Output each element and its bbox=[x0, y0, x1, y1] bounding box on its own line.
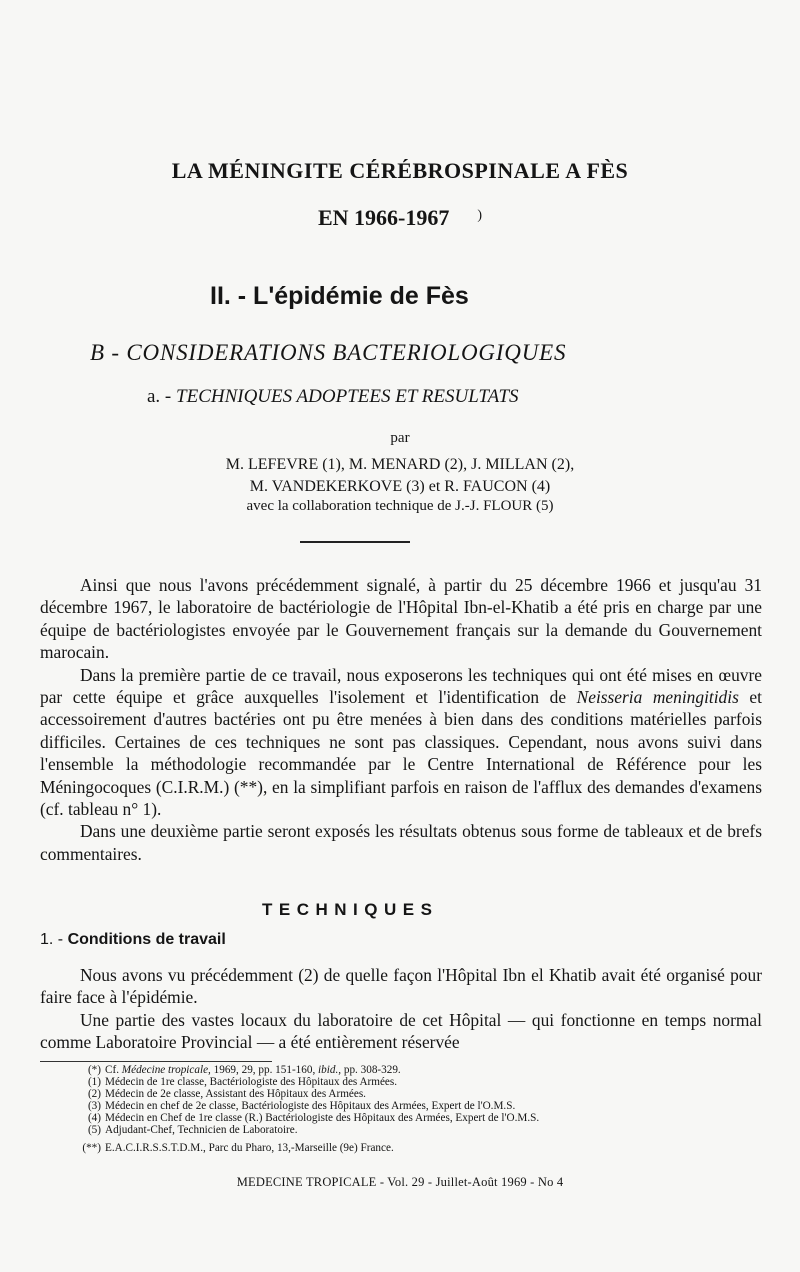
footnote-mark: (3) bbox=[87, 1100, 101, 1113]
footnote-ref: 1969, 29, pp. 151-160, bbox=[213, 1064, 316, 1076]
intro-paragraph-2 bbox=[40, 664, 762, 821]
journal-name: Médecine tropicale, bbox=[121, 1064, 211, 1076]
title-line-2 bbox=[0, 205, 800, 231]
footnote-3 bbox=[50, 1100, 762, 1112]
footnote-text bbox=[105, 1064, 762, 1076]
footnote-rule bbox=[40, 1061, 272, 1062]
intro-paragraph-1: Ainsi que nous l'avons précédemment signalé, à partir du 25 décembre 1966 et jusqu'au 31 décembre 1967, le laboratoire de bactériologie de l'Hôpital Ibn-el-Khatib a été pris en charge par une équipe de bactériologistes envoyée par le Gouvernement français sur la demande du Gouvernement marocain. bbox=[40, 575, 762, 663]
footnote-text: Médecin en Chef de 1re classe (R.) Bactériologiste des Hôpitaux des Armées, Expert de l'O.M.S. bbox=[105, 1112, 540, 1125]
title-year: EN 1966-1967 bbox=[317, 205, 450, 230]
footnote-star bbox=[50, 1064, 762, 1076]
footnote-4 bbox=[50, 1112, 762, 1124]
species-name: Neisseria meningitidis bbox=[576, 687, 739, 708]
footnote-mark: (*) bbox=[87, 1064, 101, 1076]
footnote-mark: (4) bbox=[87, 1112, 101, 1125]
techniques-text bbox=[40, 964, 762, 1054]
intro-p2-start: Dans la première partie de ce travail, nous exposerons les techniques qui ont été mises en œuvre par cette équipe et grâce auxquelles l'isolement et l'identification de bbox=[40, 664, 762, 708]
authors-line-1: M. LEFEVRE (1), M. MENARD (2), J. MILLAN (2), bbox=[225, 456, 575, 473]
footnote-ibid: ibid., bbox=[318, 1064, 342, 1076]
journal-footer: MEDECINE TROPICALE - Vol. 29 - Juillet-Août 1969 - No 4 bbox=[236, 1175, 564, 1189]
intro-p2-end: et accessoirement d'autres bactéries ont pu être menées à bien dans des conditions matérielles parfois difficiles. Certaines de ces techniques ne sont pas classiques. Cependant, nous avons suivi dans l'ensemble la méthodologie recommandée par le Centre International de Référence pour les Méningocoques (C.I.R.M.) (**), en la simplifiant parfois en raison de l'afflux des demandes d'examens (cf. tableau n° 1). bbox=[40, 687, 762, 820]
footnote-text: Médecin de 2e classe, Assistant des Hôpitaux des Armées. bbox=[105, 1088, 366, 1101]
by-label: par bbox=[390, 430, 410, 446]
footnote-text: Adjudant-Chef, Technicien de Laboratoire. bbox=[105, 1124, 298, 1137]
footnote-5 bbox=[50, 1124, 762, 1136]
footnote-2 bbox=[50, 1088, 762, 1100]
tech-paragraph-2: Une partie des vastes locaux du laboratoire de cet Hôpital — qui fonctionne en temps normal comme Laboratoire Provincial — a été entièrement réservée bbox=[40, 1009, 762, 1053]
part-heading: II. - L'épidémie de Fès bbox=[210, 282, 469, 310]
footnote-mark: (2) bbox=[87, 1088, 101, 1101]
subsection-1-number: 1. - bbox=[40, 931, 64, 948]
title-mark: ) bbox=[477, 208, 483, 223]
authors-line-3: avec la collaboration technique de J.-J. FLOUR (5) bbox=[246, 498, 554, 514]
footnote-mark: (**) bbox=[82, 1141, 101, 1154]
tech-paragraph-1: Nous avons vu précédemment (2) de quelle façon l'Hôpital Ibn el Khatib avait été organisé pour faire face à l'épidémie. bbox=[40, 965, 762, 1008]
separator-rule bbox=[300, 541, 410, 543]
subsection-1-title: Conditions de travail bbox=[67, 931, 226, 948]
footnotes bbox=[50, 1064, 762, 1154]
footnote-double-star bbox=[50, 1142, 762, 1154]
title-line-1: LA MÉNINGITE CÉRÉBROSPINALE A FÈS bbox=[171, 158, 629, 183]
footnote-text: Médecin de 1re classe, Bactériologiste des Hôpitaux des Armées. bbox=[105, 1076, 398, 1089]
intro-paragraph-3: Dans une deuxième partie seront exposés les résultats obtenus sous forme de tableaux et de brefs commentaires. bbox=[40, 821, 762, 864]
intro-text bbox=[40, 574, 762, 865]
subsection-title: TECHNIQUES ADOPTEES ET RESULTATS bbox=[176, 386, 519, 407]
footnote-text: E.A.C.I.R.S.S.T.D.M., Parc du Pharo, 13,-Marseille (9e) France. bbox=[105, 1141, 394, 1154]
footnote-1 bbox=[50, 1076, 762, 1088]
techniques-heading: TECHNIQUES bbox=[262, 900, 439, 919]
footnote-text: Médecin en chef de 2e classe, Bactériologiste des Hôpitaux des Armées, Expert de l'O.M.S. bbox=[105, 1100, 516, 1113]
subsection-1-heading bbox=[40, 931, 226, 949]
subsection-heading bbox=[147, 386, 519, 408]
footnote-mark: (5) bbox=[87, 1124, 101, 1137]
section-heading: B - CONSIDERATIONS BACTERIOLOGIQUES bbox=[90, 340, 567, 365]
footnote-mark: (1) bbox=[87, 1076, 101, 1089]
subsection-letter: a. - bbox=[147, 386, 172, 407]
footnote-pages: pp. 308-329. bbox=[343, 1064, 401, 1076]
footnote-cf: Cf. bbox=[105, 1064, 119, 1076]
authors-line-2: M. VANDEKERKOVE (3) et R. FAUCON (4) bbox=[249, 478, 551, 495]
